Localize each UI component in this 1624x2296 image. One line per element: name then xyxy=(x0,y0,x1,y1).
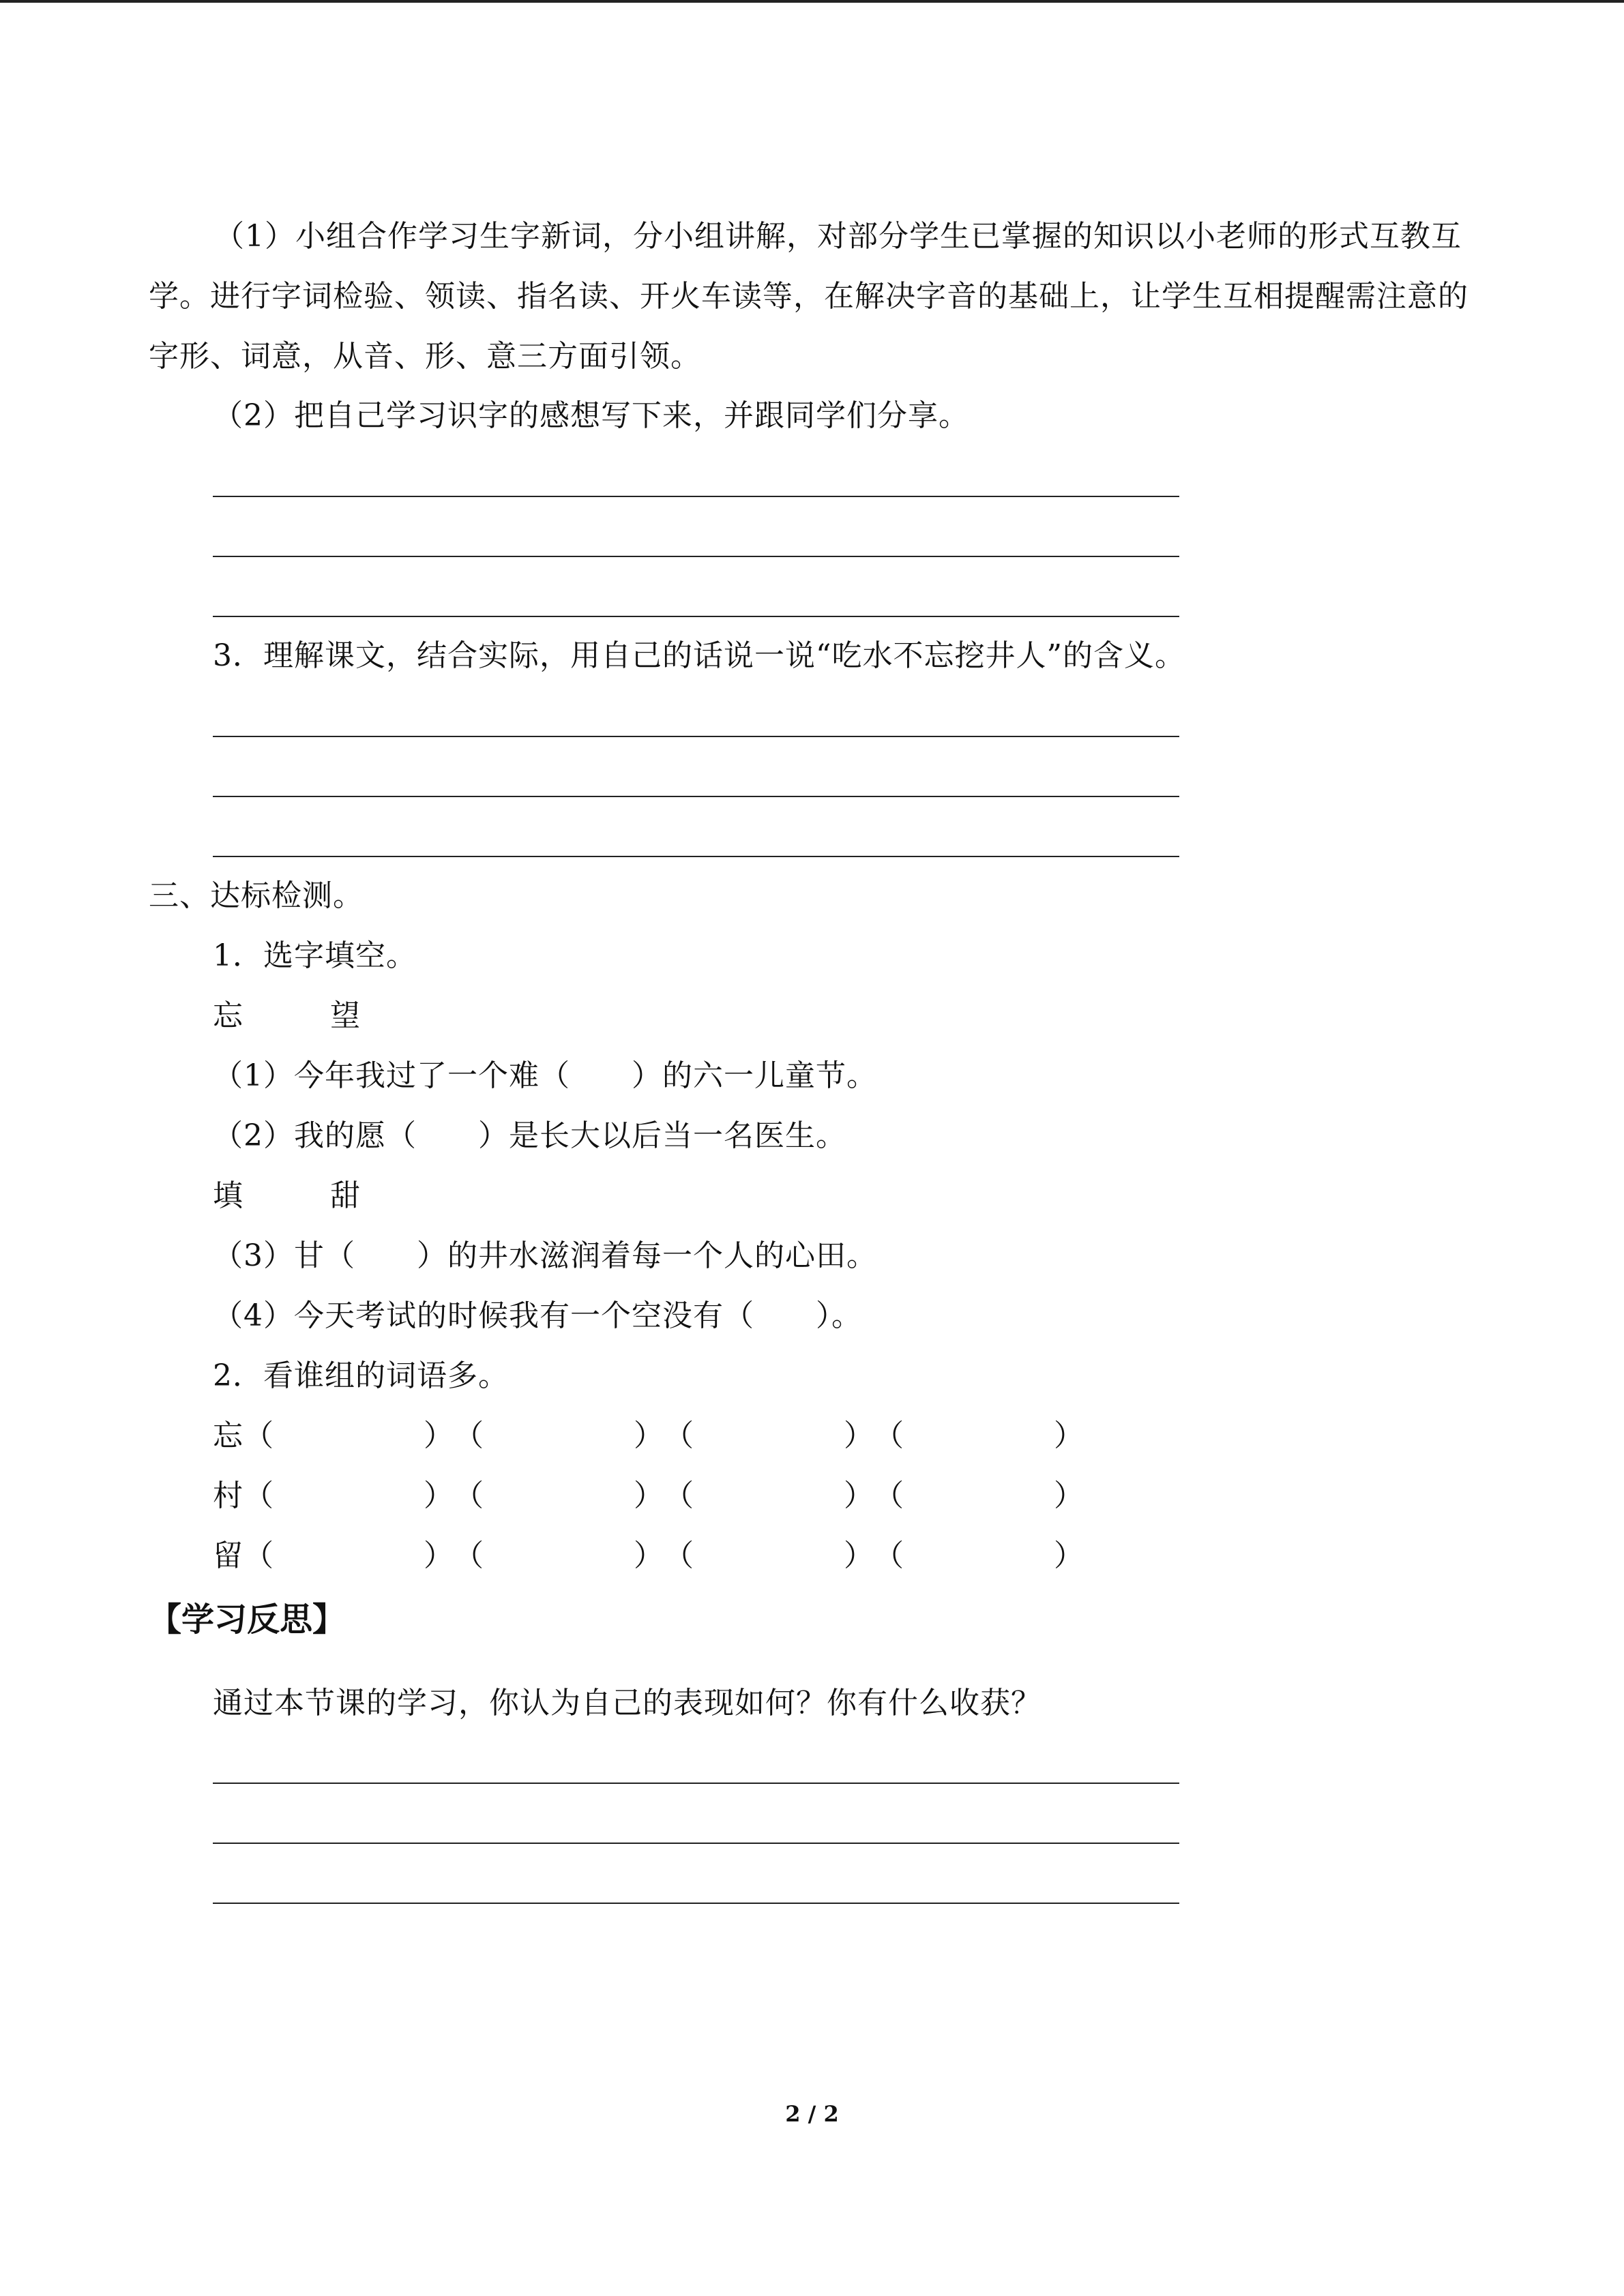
word-row-char: 留 xyxy=(213,1538,243,1573)
word-row xyxy=(213,1476,1099,1517)
reflection-prompt: 通过本节课的学习，你认为自己的表现如何？你有什么收获？ xyxy=(213,1686,1042,1720)
answer-line[interactable] xyxy=(213,796,1179,797)
fill-sentence-2: （2）我的愿（ ）是长大以后当一名医生。 xyxy=(213,1118,846,1153)
word-row-blanks[interactable]: （ ）（ ）（ ）（ ） xyxy=(243,1478,1099,1513)
question-1-heading: 1．选字填空。 xyxy=(213,938,417,973)
question-2-heading: 2．看谁组的词语多。 xyxy=(213,1358,509,1393)
word-row xyxy=(213,1536,1099,1577)
word-row-char: 忘 xyxy=(213,1418,243,1453)
question-3-text: 3．理解课文，结合实际，用自己的话说一说“吃水不忘挖井人”的含义。 xyxy=(213,638,1185,673)
answer-line[interactable] xyxy=(213,1903,1179,1904)
fill-sentence-4: （4）今天考试的时候我有一个空没有（ ）。 xyxy=(213,1298,862,1333)
word-row-blanks[interactable]: （ ）（ ）（ ）（ ） xyxy=(243,1418,1099,1453)
reflection-task-text: （2）把自己学习识字的感想写下来，并跟同学们分享。 xyxy=(213,398,969,433)
answer-line[interactable] xyxy=(213,496,1179,497)
char-choice-1b: 望 xyxy=(330,998,361,1033)
fill-sentence-1: （1）今年我过了一个难（ ）的六一儿童节。 xyxy=(213,1058,877,1093)
answer-line[interactable] xyxy=(213,1843,1179,1844)
top-border xyxy=(0,0,1624,3)
char-choice-1a: 忘 xyxy=(213,998,243,1033)
word-row-blanks[interactable]: （ ）（ ）（ ）（ ） xyxy=(243,1538,1099,1573)
group-study-paragraph: （1）小组合作学习生字新词，分小组讲解，对部分学生已掌握的知识以小老师的形式互教互学。进行字词检验、领读、指名读、开火车读等，在解决字音的基础上，让学生互相提醒需注意的字形、词意，从音、形、意三方面引领。 xyxy=(149,219,1468,374)
section-3-heading: 三、达标检测。 xyxy=(149,878,364,913)
reflection-title: 【学习反思】 xyxy=(149,1600,346,1639)
answer-line[interactable] xyxy=(213,616,1179,617)
answer-line[interactable] xyxy=(213,1783,1179,1784)
answer-line[interactable] xyxy=(213,856,1179,857)
page-number: 2 / 2 xyxy=(785,2101,839,2127)
word-row-char: 村 xyxy=(213,1478,243,1513)
char-choice-2a: 填 xyxy=(213,1178,243,1213)
answer-line[interactable] xyxy=(213,556,1179,557)
fill-sentence-3: （3）甘（ ）的井水滋润着每一个人的心田。 xyxy=(213,1238,877,1273)
char-choice-2b: 甜 xyxy=(330,1178,361,1213)
answer-line[interactable] xyxy=(213,736,1179,737)
word-row xyxy=(213,1416,1099,1457)
